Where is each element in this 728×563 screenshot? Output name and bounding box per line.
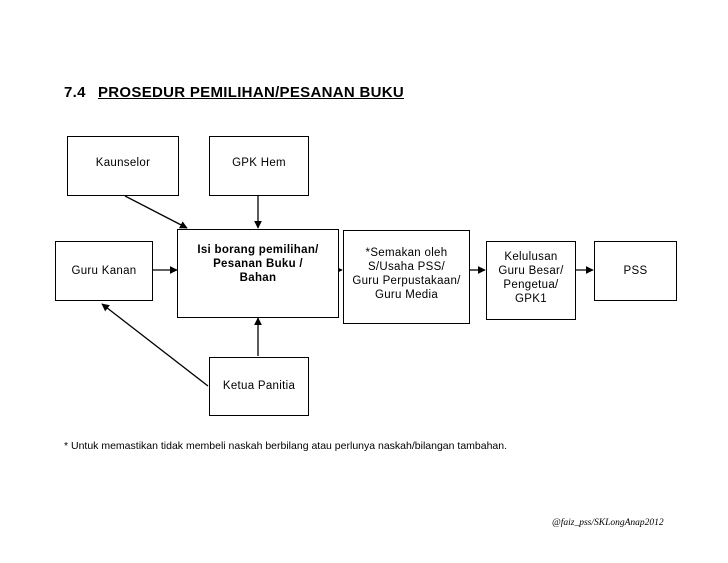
node-label-line-1: Kelulusan	[504, 251, 558, 263]
node-guru-kanan	[55, 241, 153, 301]
node-semakan	[343, 230, 470, 324]
node-label-line-3: Bahan	[239, 272, 277, 284]
node-kaunselor	[67, 136, 179, 196]
node-label-line-2: Pesanan Buku /	[213, 258, 303, 270]
node-label: GPK Hem	[232, 157, 286, 169]
node-label-line-2: Guru Besar/	[498, 265, 564, 277]
node-label-line-3: Pengetua/	[503, 279, 559, 291]
node-label-line-3: Guru Perpustakaan/	[352, 275, 461, 287]
node-label-line-1: Isi borang pemilihan/	[197, 244, 319, 256]
section-title: PROSEDUR PEMILIHAN/PESANAN BUKU	[98, 84, 404, 101]
arrow-kaunselor-to-borang	[125, 196, 187, 228]
node-label-line-2: S/Usaha PSS/	[367, 261, 446, 273]
node-label-line-4: Guru Media	[374, 289, 439, 301]
credit-watermark: @faiz_pss/SKLongAnap2012	[552, 518, 664, 528]
node-label-line-1: *Semakan oleh	[365, 247, 448, 259]
node-label: PSS	[623, 265, 648, 277]
node-gpk-hem	[209, 136, 309, 196]
node-kelulusan	[486, 241, 576, 320]
node-label: Kaunselor	[95, 157, 151, 169]
section-number: 7.4	[64, 84, 86, 101]
node-label: Ketua Panitia	[222, 380, 296, 392]
node-ketua-panitia	[209, 357, 309, 416]
node-label: Guru Kanan	[71, 265, 137, 277]
footnote: * Untuk memastikan tidak membeli naskah berbilang atau perlunya naskah/bilangan tambahan.	[64, 440, 508, 452]
node-label-line-4: GPK1	[515, 293, 547, 305]
node-isi-borang	[177, 229, 339, 318]
node-pss	[594, 241, 677, 301]
